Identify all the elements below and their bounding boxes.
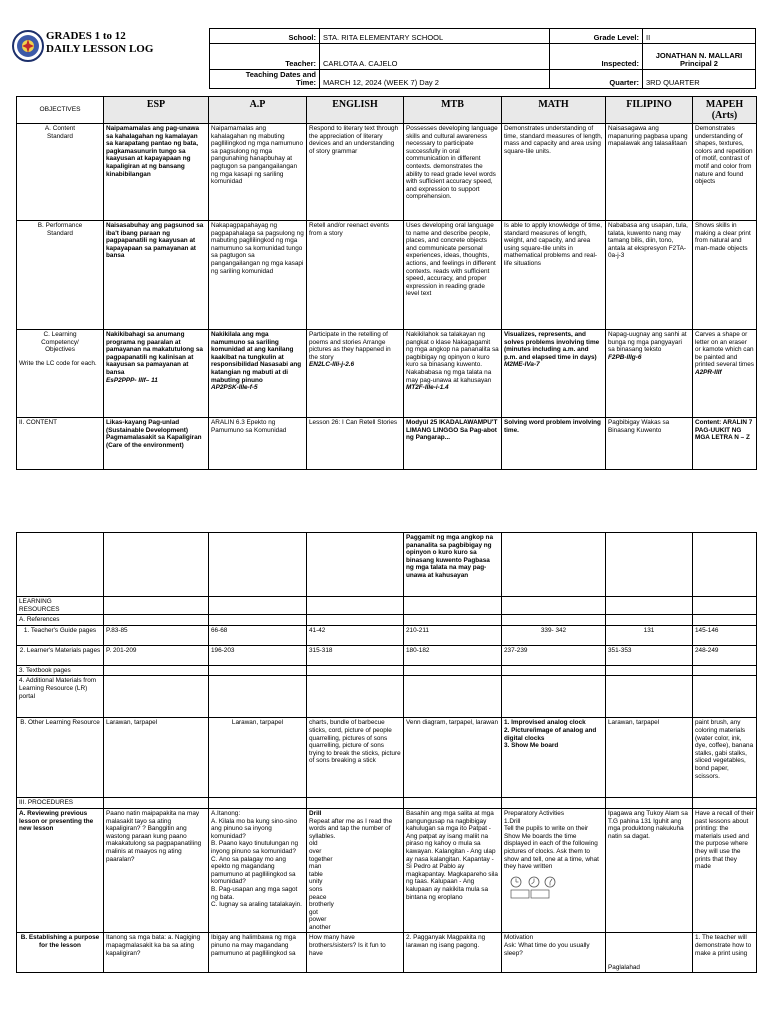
learning-resources-label [17,597,104,615]
drill-word: another [309,923,331,931]
purpose-row [17,933,757,973]
mtb-competency [404,330,502,418]
english-learners-materials: 315-318 [307,645,404,665]
document-title [46,30,153,56]
teaching-dates-label-2: Time: [296,78,316,87]
filipino-column-header: FILIPINO [606,97,693,124]
ap-teachers-guide: 66-68 [209,625,307,645]
mapeh-content-standard: Demonstrates understanding of shapes, textures, colors and repetition of motif, contrast of motif and color from nature and found objects [693,124,757,221]
learning-competency-label-1: C. Learning [43,331,77,338]
continued-empty-cell [17,533,104,597]
math-performance-standard: Is able to apply knowledge of time, standard measures of length, weight, and capacity, and area using square-tile units in mathematical problems and real-life situations [502,221,606,330]
other-resources-row [17,718,757,798]
esp-column-header: ESP [104,97,209,124]
school-label: School: [210,29,320,44]
drill-word: together [309,855,333,863]
math-column-header: MATH [502,97,606,124]
filipino-competency-code: F2PB-IIIg-6 [608,353,642,361]
quarter-value: 3RD QUARTER [643,70,756,89]
mapeh-competency [693,330,757,418]
ap-reviewing-4: C. Ano sa palagay mo ang epekto ng magandang pamumuno at pagllilingkod sa komunidad? [211,855,296,886]
content-standard-label [17,124,104,221]
resources-procedures-table [16,532,757,973]
math-purpose [502,933,606,973]
performance-standard-row [17,221,757,330]
math-drill-instruction: Tell the pupils to write on their Show Me boards the time displayed in each of the following pictures of clocks. Ask them to show and tell, one at a time, what they have written [504,825,599,871]
header-info-table [209,28,756,89]
ap-reviewing-3: B. Paano kayo tinutulungan ng inyong pinuno sa komunidad? [211,840,299,855]
additional-materials-row [17,676,757,718]
filipino-content-standard: Naisasagawa ang mapanuring pagbasa upang mapalawak ang talasalitaan [606,124,693,221]
english-content-standard: Respond to literary text through the appreciation of literary devices and an understanding of story grammar [307,124,404,221]
textbook-pages-label: 3. Textbook pages [17,665,104,676]
mapeh-other-resources: paint brush, any coloring materials (water color, ink, dye, coffee), banana stalks, gabi stalks, sliced vegetables, bond paper, scissors. [693,718,757,798]
mtb-competency-code: MT2F-IIIe-i-1.4 [406,384,449,392]
drill-word: peace [309,893,327,901]
filipino-reviewing: Ipagawa ang Tukoy Alam sa T.G pahina 131 Iguhit ang mga produktong nakukuha natin sa dagat. [606,808,693,933]
english-column-header: ENGLISH [307,97,404,124]
filipino-performance-standard: Nababasa ang usapan, tula, talata, kuwento nang may tamang bilis, diin, tono, antala at ekspresyon F2TA-0a-j-3 [606,221,693,330]
mapeh-column-header: MAPEH (Arts) [693,97,757,124]
grade-level-label: Grade Level: [550,29,643,44]
teachers-guide-row [17,625,757,645]
ap-column-header: A.P [209,97,307,124]
teaching-dates-value: MARCH 12, 2024 (WEEK 7) Day 2 [320,70,550,89]
textbook-pages-row [17,665,757,676]
ap-competency-code: AP2PSK-IIIe-f-5 [211,384,258,392]
ap-reviewing [209,808,307,933]
math-other-resources [502,718,606,798]
english-other-resources: charts, bundle of barbecue sticks, cord, picture of people quarrelling, pictures of sons quarrelling, picture of sons trying to break the sticks, picture of sons breaking a stick [307,718,404,798]
math-motivation-question: Ask: What time do you usually sleep? [504,942,590,957]
ap-performance-standard: Nakapagpapahayag ng pagpapahalaga sa pagsulong ng mabuting pagllilingkod ng mga namumuno sa komunidad tungo sa pagtugon sa pangangailangan ng mga kasapi ng sariling komunidad [209,221,307,330]
drill-word: power [309,916,327,924]
math-resource-1: 1. Improvised analog clock [504,719,586,727]
teacher-label: Teacher: [210,44,320,70]
math-competency-text: Visualizes, represents, and solves problems involving time (minutes including a.m. and p.m. and elapsed time in days) [504,331,600,361]
math-resource-3: 3. Show Me board [504,742,559,750]
school-value: STA. RITA ELEMENTARY SCHOOL [320,29,550,44]
teaching-dates-label-1: Teaching Dates and [245,70,316,79]
ap-content: ARALIN 6.3 Epekto ng Pamumuno sa Komunidad [209,418,307,470]
performance-standard-label-1: B. Performance [37,222,83,229]
mtb-teachers-guide: 210-211 [404,625,502,645]
analog-clock-icon [508,875,572,901]
grade-level-value: II [643,29,756,44]
learning-resources-label-2: RESOURCES [19,605,60,613]
inspector-title: Principal 2 [680,59,718,68]
math-resource-2: 2. Picture/image of analog and digital clocks [504,726,597,742]
drill-word: table [309,870,323,878]
math-learners-materials: 237-239 [502,645,606,665]
english-competency-code: EN2LC-IIIi-j-2.6 [309,361,355,369]
additional-materials-label: 4. Additional Materials from Learning Resource (LR) portal [17,676,104,718]
mapeh-purpose: 1. The teacher will demonstrate how to make a print using [693,933,757,973]
ap-reviewing-6: C. Iugnay sa araling tatalakayin. [211,901,302,909]
teaching-dates-label [210,70,320,89]
drill-word: sons [309,885,323,893]
learning-resources-label-1: LEARNING [19,598,52,605]
ap-content-standard: Naipamamalas ang kahalagahan ng mabuting pagllilingkod ng mga namumuno sa pagsulong ng mga pangunahing hanapbuhay at pagtugon sa pangangailangan ng mga kasapi ng sariling komunidad [209,124,307,221]
continued-content-row [17,533,757,597]
esp-competency [104,330,209,418]
esp-learners-materials: P. 201-209 [104,645,209,665]
mapeh-content: Content: ARALIN 7 PAG-UUKIT NG MGA LETRA N – Z [693,418,757,470]
objectives-header: OBJECTIVES [17,97,104,124]
filipino-teachers-guide: 131 [606,625,693,645]
drill-word: old [309,840,318,848]
learning-competency-label [17,330,104,418]
mtb-performance-standard: Uses developing oral language to name and describe people, places, and concrete objects and communicate personal experiences, ideas, thoughts, actions, and feelings in different contexts. reads with sufficient speed, accuracy, and proper expression in reading grade level text [404,221,502,330]
esp-content: Likas-kayang Pag-unlad (Sustainable Development) Pagmamalasakit sa Kapaligiran (Care of the environment) [104,418,209,470]
ap-reviewing-2: A. Kilala mo ba kung sino-sino ang pinuno sa inyong komunidad? [211,817,297,840]
math-competency-code: M2ME-IVa-7 [504,361,540,369]
learning-competency-label-3: Objectives [45,346,75,354]
drill-word: unity [309,878,323,886]
mtb-content-continued: Paggamit ng mga angkop na pananalita sa pagbibigay ng opinyon o kuro kuro sa binasang kuwento Pagbasa ng mga talata na may pag-unawa at kahusayan [404,533,502,597]
ap-competency [209,330,307,418]
purpose-label: B. Establishing a purpose for the lesson [17,933,104,973]
procedures-row [17,798,757,809]
ap-learners-materials: 196-203 [209,645,307,665]
continued-empty-cell [693,533,757,597]
esp-content-standard: Naipamamalas ang pag-unawa sa kahalagahan ng kamalayan sa karapatang pantao ng bata, pagkamasunurin tungo sa kaayusan at kapayapaan ng kapaligiran at ng bansang kinabibilangan [104,124,209,221]
learning-resources-row [17,597,757,615]
deped-seal-icon [12,30,44,62]
english-reviewing [307,808,404,933]
mapeh-teachers-guide: 145-146 [693,625,757,645]
clock-pictures [504,875,603,901]
drill-word: man [309,863,322,871]
content-label: II. CONTENT [17,418,104,470]
content-standard-label-2: Standard [47,132,73,140]
quarter-label: Quarter: [550,70,643,89]
math-reviewing [502,808,606,933]
mapeh-competency-text: Carves a shape or letter on an eraser or kamote which can be painted and printed several times [695,331,754,369]
inspector-signature [643,44,756,70]
references-row [17,615,757,626]
mtb-content-standard: Possesses developing language skills and cultural awareness necessary to participate successfully in oral communication in different contexts. demonstrates the ability to read grade level words with sufficient accuracy speed, and expression to support comprehension. [404,124,502,221]
performance-standard-label [17,221,104,330]
filipino-purpose: Paglalahad [606,933,693,973]
math-drill-heading: 1.Drill [504,817,521,825]
mapeh-performance-standard: Shows skills in making a clear print from natural and man-made objects [693,221,757,330]
objectives-table [16,96,757,470]
continued-empty-cell [502,533,606,597]
filipino-competency-text: Napag-uugnay ang sanhi at bunga ng mga pangyayari sa binasang teksto [608,331,687,354]
math-competency [502,330,606,418]
inspector-name: JONATHAN N. MALLARI [655,51,743,60]
math-motivation-heading: Motivation [504,934,534,942]
ap-purpose: Ibigay ang halimbawa ng mga pinuno na may magandang pamumuno at pagllilingkod sa [209,933,307,973]
esp-purpose: Itanong sa mga bata: a. Nagiging mapagmalasakit ka ba sa ating kapaligiran? [104,933,209,973]
ap-competency-text: Nakikilala ang mga namumuno sa sariling komunidad at ang kanilang kaakibat na tungkulin at responsibilidad Nasasabi ang katangian ng mabuti at di mabuting pinuno [211,331,302,384]
continued-empty-cell [307,533,404,597]
mapeh-learners-materials: 248-249 [693,645,757,665]
drill-word: got [309,908,318,916]
reviewing-label: A. Reviewing previous lesson or presenting the new lesson [17,808,104,933]
english-performance-standard: Retell and/or reenact events from a story [307,221,404,330]
esp-reviewing: Paano natin maipapakita na may malasakit tayo sa ating kapaligiran? ? Banggitin ang wastong paraan kung paano makakatulong sa pagpapanatiling malinis at maayos ng ating paaralan? [104,808,209,933]
mtb-column-header: MTB [404,97,502,124]
other-resources-label: B. Other Learning Resource [17,718,104,798]
mtb-competency-text: Nakikilahok sa talakayan ng pangkat o klase Nakagagamit ng mga angkop na pananalita sa pagbibigay ng opinyon o kuro kuro sa binasang kuwento. Nakababasa ng mga talata na may pag-unawa at kahusayan [406,331,499,384]
learners-materials-label: 2. Learner's Materials pages [17,645,104,665]
performance-standard-label-2: Standard [47,229,73,237]
english-teachers-guide: 41-42 [307,625,404,645]
mtb-learners-materials: 180-182 [404,645,502,665]
ap-reviewing-5: B. Pag-usapan ang mga sagot ng bata. [211,885,298,901]
drill-word: over [309,847,322,855]
esp-competency-code: EsP2PPP- IIIf– 11 [106,376,158,384]
mapeh-competency-code: A2PR-IIIf [695,368,722,376]
content-standard-label-1: A. Content [44,125,76,132]
esp-teachers-guide: P.83-85 [104,625,209,645]
continued-empty-cell [209,533,307,597]
content-standard-row [17,124,757,221]
math-content: Solving word problem involving time. [502,418,606,470]
inspected-label: Inspected: [550,44,643,70]
learners-materials-row [17,645,757,665]
content-row [17,418,757,470]
english-drill-heading: Drill [309,809,322,817]
procedures-label: III. PROCEDURES [17,798,104,809]
english-drill-instruction: Repeat after me as I read the words and tap the number of syllables. [309,817,393,840]
ap-other-resources: Larawan, tarpapel [209,718,307,798]
math-content-standard: Demonstrates understanding of time, standard measures of length, mass and capacity and area using square-tile units. [502,124,606,221]
continued-empty-cell [104,533,209,597]
title-line-1: GRADES 1 to 12 [46,30,126,42]
mtb-content: Modyul 25 IKADALAWAMPU'T LIMANG LINGGO Sa Pag-abot ng Pangarap... [404,418,502,470]
mtb-other-resources: Venn diagram, tarpapel, larawan [404,718,502,798]
drill-word: brotherly [309,901,334,909]
esp-other-resources: Larawan, tarpapel [104,718,209,798]
filipino-competency [606,330,693,418]
mapeh-reviewing: Have a recall of their past lessons about printing: the materials used and the purpose where they will use the prints that they made [693,808,757,933]
subject-header-row [17,97,757,124]
lesson-log-header [12,28,756,92]
english-purpose: How many have brothers/sisters? Is it fun to have [307,933,404,973]
mtb-purpose: 2. Pagganyak Magpakita ng larawan ng isang pagong. [404,933,502,973]
lc-code-note: Write the LC code for each. [19,359,97,367]
teacher-value: CARLOTA A. CAJELO [320,44,550,70]
english-competency [307,330,404,418]
math-preparatory-heading: Preparatory Activities [504,809,565,817]
filipino-other-resources: Larawan, tarpapel [606,718,693,798]
ap-reviewing-1: A.Itanong: [211,809,241,817]
filipino-content: Pagbibigay Wakas sa Binasang Kuwento [606,418,693,470]
esp-performance-standard: Naisasabuhay ang pagsunod sa iba't ibang paraan ng pagpapanatili ng kaayusan at kapayapaan sa pamayanan at bansa [104,221,209,330]
title-line-2: DAILY LESSON LOG [46,43,154,55]
learning-competency-row [17,330,757,418]
filipino-learners-materials: 351-353 [606,645,693,665]
learning-competency-label-2: Competency/ [41,338,79,346]
esp-competency-text: Nakikibahagi sa anumang programa ng paaralan at pamayanan na makatutulong sa pagpapanatili ng kalinisan at kaayusan sa pamayanan at bansa [106,331,203,376]
teachers-guide-label: 1. Teacher's Guide pages [17,625,104,645]
reviewing-row [17,808,757,933]
math-teachers-guide: 339- 342 [502,625,606,645]
continued-empty-cell [606,533,693,597]
references-label: A. References [17,615,104,626]
mtb-reviewing: Basahin ang mga salita at mga pangungusap na nagbibigay kahulugan sa mga ito Patpat - Ang patpat ay isang maliit na piraso ng kahoy o mula sa kawayan. Kalangitan - Ang ulap ay nasa kalangitan. Kapantay - Si Pedro at Pablo ay magkapantay. Magkapareho sila ng taas. Kalupaan - Ang kalupaan ay nakikita mula sa bintana ng eroplano [404,808,502,933]
english-content: Lesson 26: I Can Retell Stories [307,418,404,470]
english-competency-text: Participate in the retelling of poems and stories Arrange pictures as they happened in the story [309,331,391,361]
